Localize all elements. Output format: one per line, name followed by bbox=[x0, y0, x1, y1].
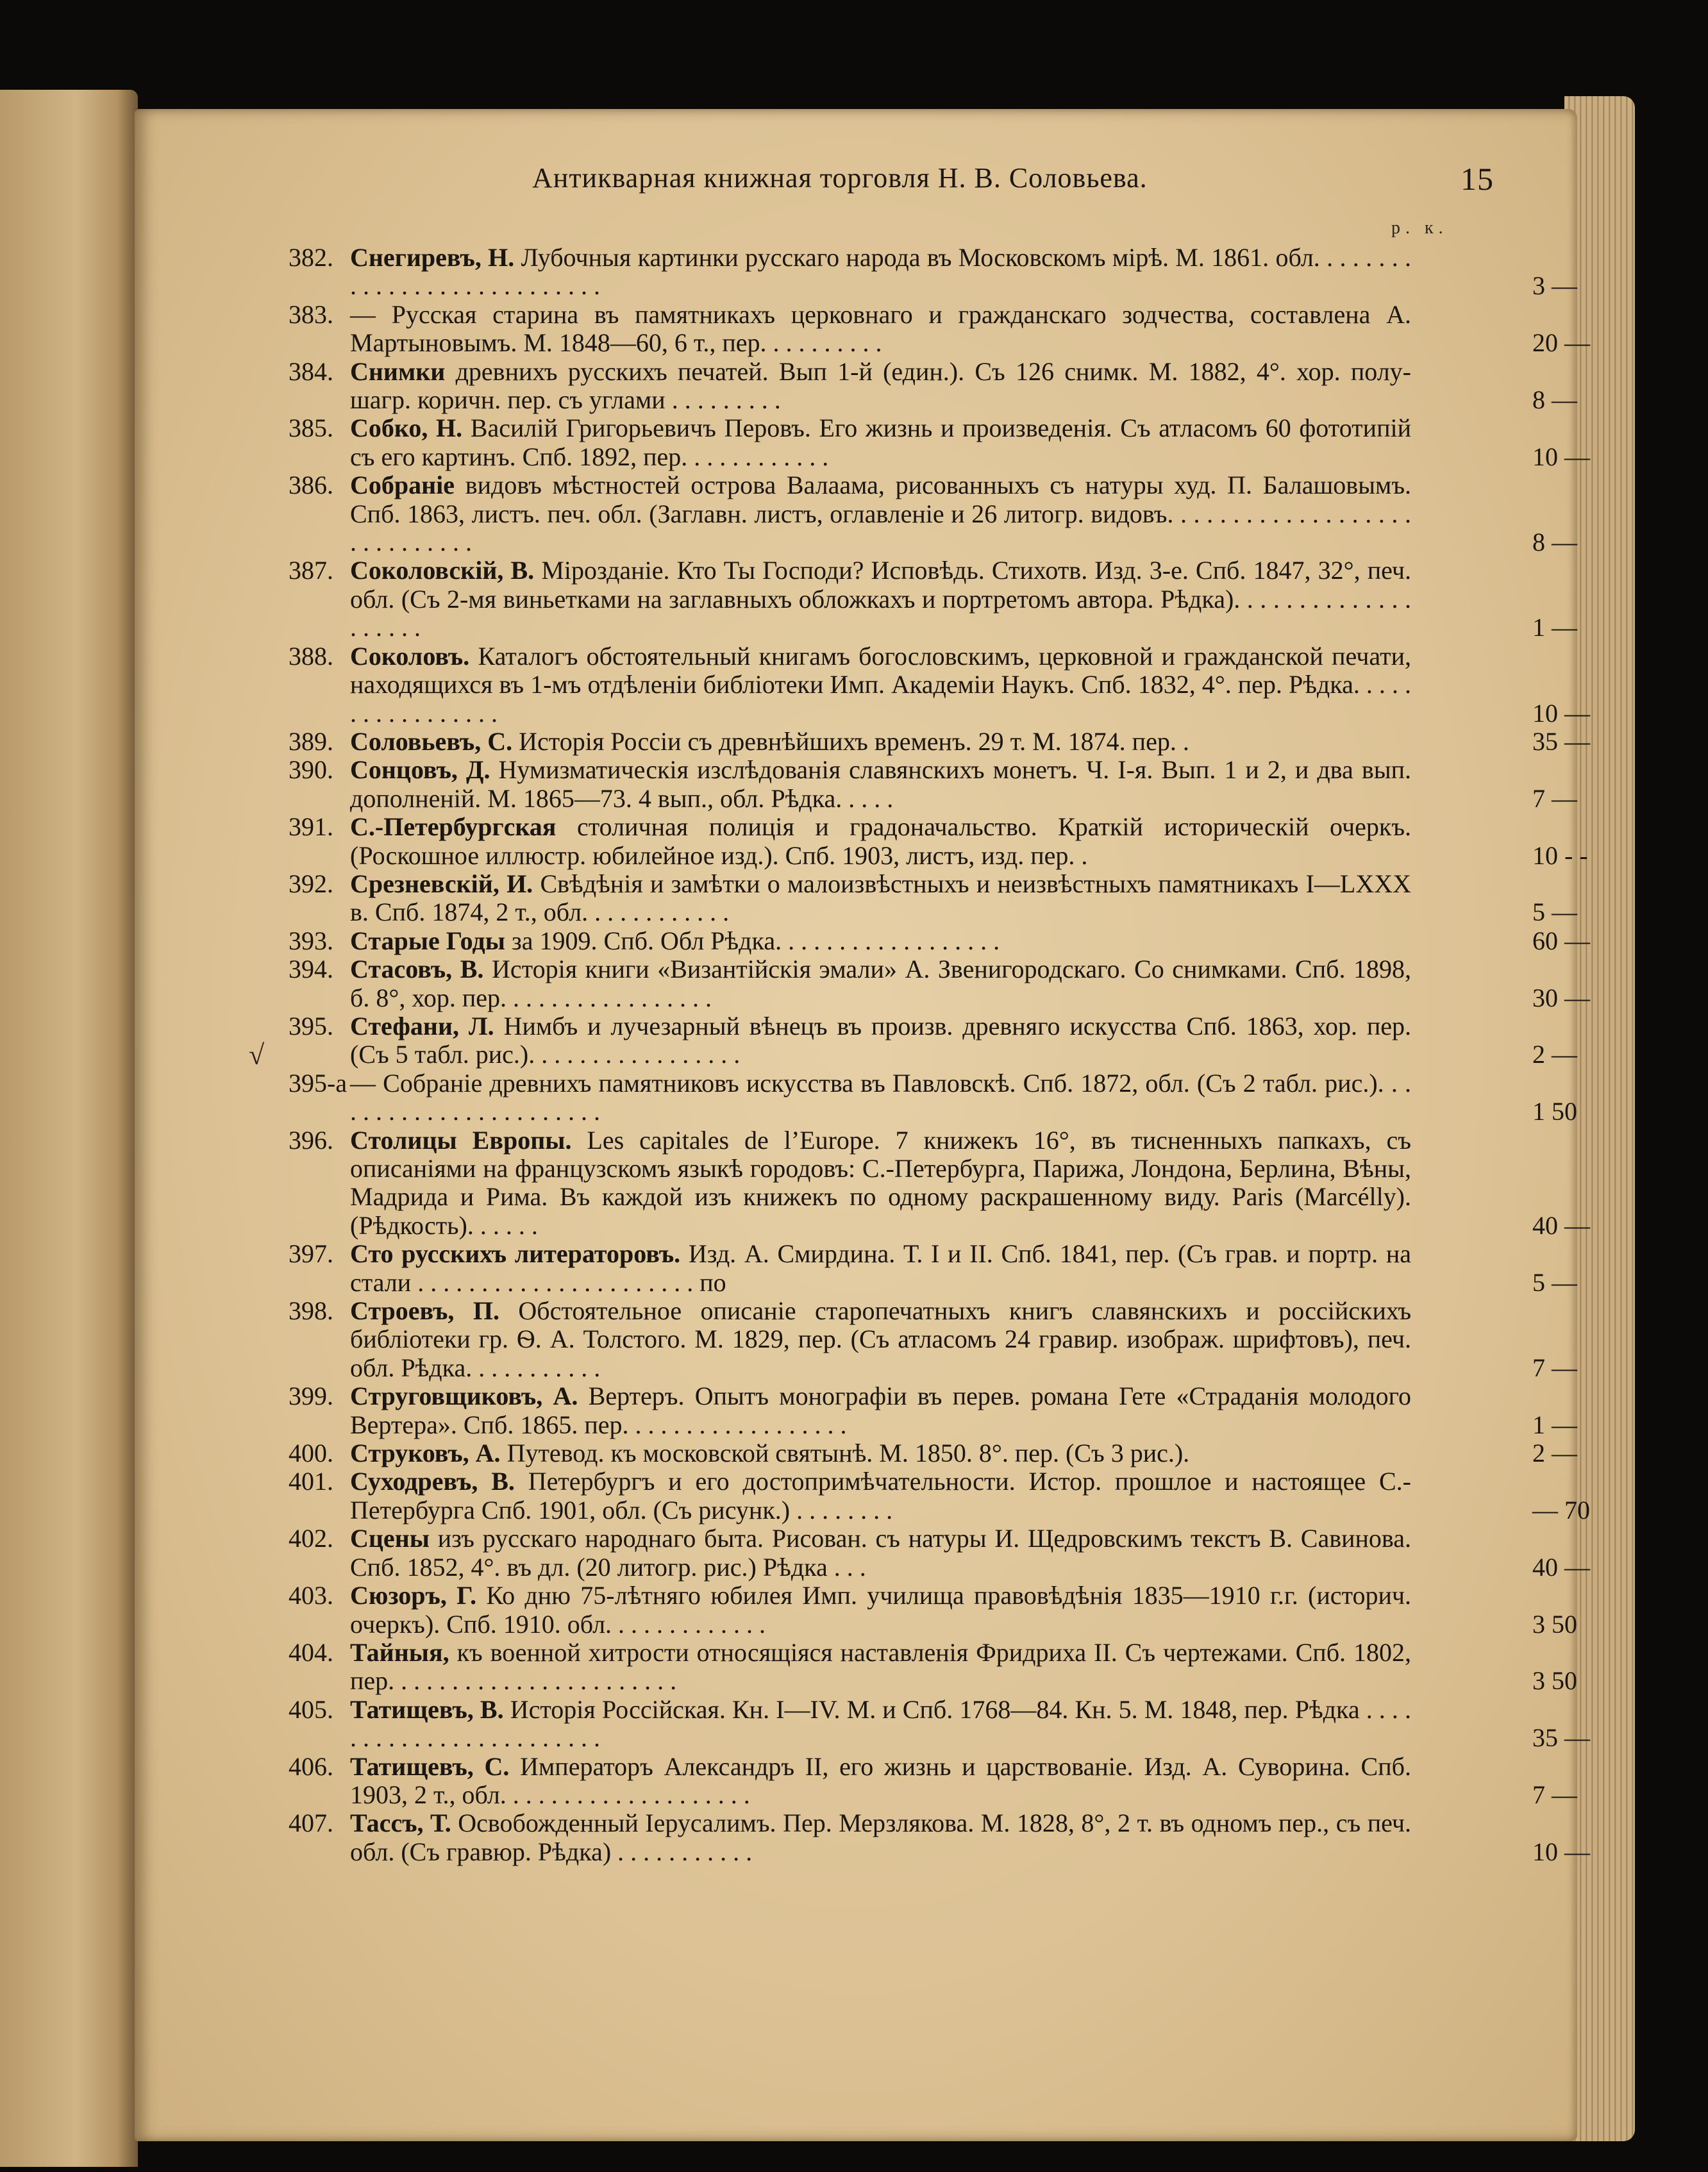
entry-number: 395-а bbox=[289, 1068, 347, 1098]
entry-author: Стефани, Л. bbox=[350, 1011, 494, 1040]
entry-author: Татищевъ, В. bbox=[350, 1694, 504, 1724]
entry-number: 405. bbox=[289, 1694, 333, 1724]
entry-title: Нумизматическія изслѣдованія славянскихъ монетъ. Ч. I-я. Вып. 1 и 2, и два вып. дополненій. М. 1865—73. 4 вып., обл. Рѣдка. . . . . bbox=[350, 755, 1411, 813]
entry-number: 392. bbox=[289, 869, 333, 898]
entry-number: 398. bbox=[289, 1296, 333, 1326]
entry-description bbox=[350, 1525, 1411, 1582]
entry-price: 7 — bbox=[1532, 783, 1577, 813]
entry-description bbox=[350, 301, 1411, 358]
entry-author: Тайныя, bbox=[350, 1637, 449, 1667]
entry-title: — Собраніе древнихъ памятниковъ искусства въ Павловскѣ. Спб. 1872, обл. (Съ 2 табл. рис.). . . . . . . . . . . . . . . . . . . . . . . bbox=[350, 1068, 1411, 1126]
entry-price: 8 — bbox=[1532, 385, 1577, 415]
entry-author: Столицы Европы. bbox=[350, 1125, 572, 1155]
entry-number: 388. bbox=[289, 641, 333, 671]
catalog-entry bbox=[289, 1694, 1590, 1753]
entry-description bbox=[350, 1069, 1411, 1126]
entry-author: Татищевъ, С. bbox=[350, 1751, 510, 1781]
catalog-entry bbox=[289, 1125, 1590, 1241]
entry-title: Обстоятельное описаніе старопечатныхъ книгъ славянскихъ и россійскихъ библіотеки гр. Ѳ. А. Толстого. М. 1829, пер. (Съ атласомъ 24 гравир. изображ. шрифтовъ), печ. обл. Рѣдка. . . . . . . . . . . bbox=[350, 1296, 1412, 1382]
entry-author: Соколовскій, В. bbox=[350, 556, 535, 585]
entry-description bbox=[350, 955, 1411, 1012]
entry-description bbox=[350, 1126, 1411, 1241]
entry-price: 10 — bbox=[1532, 698, 1590, 728]
entry-title: Исторія Россіи съ древнѣйшихъ временъ. 29 т. М. 1874. пер. . bbox=[519, 726, 1189, 756]
entry-description bbox=[350, 1467, 1411, 1525]
entry-number: 397. bbox=[289, 1239, 333, 1269]
entry-price: 1 50 bbox=[1532, 1097, 1577, 1126]
entry-number: 390. bbox=[289, 755, 333, 785]
entry-description bbox=[350, 1012, 1411, 1069]
catalog-entry bbox=[289, 641, 1590, 728]
catalog-entry bbox=[289, 1581, 1577, 1639]
entry-price: 35 — bbox=[1532, 1723, 1590, 1753]
catalog-entry bbox=[289, 812, 1588, 870]
entry-title: Нимбъ и лучезарный вѣнецъ въ произв. древняго искусства Спб. 1863, хор. пер. (Съ 5 табл. рис.). . . . . . . . . . . . . . . . . bbox=[350, 1011, 1412, 1069]
entry-title: Изд. А. Смирдина. Т. I и II. Спб. 1841, пер. (Съ грав. и портр. на стали . . . . . . . . . . . . . . . . . . . . . . по bbox=[350, 1239, 1412, 1297]
entry-number: 399. bbox=[289, 1382, 333, 1411]
entry-description bbox=[350, 1297, 1411, 1382]
entry-title: Василій Григорьевичъ Перовъ. Его жизнь и произведенія. Съ атласомъ 60 фототипій съ его картинъ. Спб. 1892, пер. . . . . . . . . . . . bbox=[350, 414, 1411, 471]
catalog-entry bbox=[289, 1296, 1577, 1382]
entry-number: 387. bbox=[289, 556, 333, 585]
entry-price: 10 — bbox=[1532, 442, 1590, 471]
entry-author: Суходревъ, В. bbox=[350, 1467, 515, 1496]
entry-author: Сцены bbox=[350, 1524, 430, 1553]
entry-author: Сто русскихъ литераторовъ. bbox=[350, 1239, 681, 1269]
catalog-entry bbox=[289, 755, 1577, 813]
entry-description bbox=[350, 756, 1411, 813]
entry-title: видовъ мѣстностей острова Валаама, рисованныхъ съ натуры худ. П. Балашовымъ. Спб. 1863, листъ. печ. обл. (Заглавн. листъ, оглавленіе и 26 литогр. видовъ. . . . . . . . . . . . . . . . . . . . . . . . . . . . . bbox=[350, 471, 1412, 557]
entry-description bbox=[350, 927, 1411, 955]
entry-author: С.-Петербургская bbox=[350, 812, 557, 842]
catalog-entry bbox=[289, 471, 1577, 557]
entry-author: Соловьевъ, С. bbox=[350, 726, 513, 756]
entry-author: Тассъ, Т. bbox=[350, 1809, 451, 1838]
entry-price: 5 — bbox=[1532, 898, 1577, 927]
entry-price: 3 50 bbox=[1532, 1609, 1577, 1639]
entry-price: 60 — bbox=[1532, 926, 1590, 955]
catalog-entry bbox=[289, 726, 1590, 756]
catalog-entry bbox=[289, 1524, 1590, 1582]
catalog-entry bbox=[289, 299, 1590, 358]
entry-number: 386. bbox=[289, 471, 333, 500]
entry-title: Каталогъ обстоятельный книгамъ богословскимъ, церковной и гражданской печати, находящихся въ 1-мъ отдѣленіи библіотеки Имп. Академіи Наукъ. Спб. 1832, 4°. пер. Рѣдка. . . . . . . . . . . . . . . . . bbox=[350, 641, 1412, 728]
entry-title: Петербургъ и его достопримѣчательности. Истор. прошлое и настоящее С.-Петербурга Спб. 1901, обл. (Съ рисунк.) . . . . . . . . bbox=[350, 1467, 1411, 1525]
entry-number: 389. bbox=[289, 726, 333, 756]
entry-number: 385. bbox=[289, 414, 333, 443]
entry-number: 406. bbox=[289, 1751, 333, 1781]
entry-title: столичная полиція и градоначальство. Краткій историческій очеркъ. (Роскошное иллюстр. юбилейное изд.). Спб. 1903, листъ, изд. пер. . bbox=[350, 812, 1412, 870]
catalog-entry bbox=[289, 356, 1577, 415]
entry-description bbox=[350, 1582, 1411, 1639]
entry-author: Соколовъ. bbox=[350, 641, 470, 671]
entry-price: 10 - - bbox=[1532, 840, 1588, 870]
catalog-entry bbox=[289, 556, 1577, 642]
entry-description bbox=[350, 728, 1411, 756]
entry-number: 395. bbox=[289, 1011, 333, 1040]
entry-description bbox=[350, 813, 1411, 870]
page-number: 15 bbox=[1461, 161, 1494, 197]
catalog-entry bbox=[289, 955, 1590, 1012]
entry-price: 8 — bbox=[1532, 528, 1577, 557]
entry-number: 393. bbox=[289, 926, 333, 955]
catalog-page bbox=[135, 109, 1590, 2141]
catalog-entry bbox=[289, 869, 1577, 927]
entry-author: Струговщиковъ, А. bbox=[350, 1382, 578, 1411]
entry-number: 407. bbox=[289, 1809, 333, 1838]
entry-price: 10 — bbox=[1532, 1837, 1590, 1866]
entry-title: Исторія Россійская. Кн. I—IV. М. и Спб. 1768—84. Кн. 5. М. 1848, пер. Рѣдка . . . . . . . . . . . . . . . . . . . . . . . . bbox=[350, 1694, 1412, 1753]
price-column-header: р. к. bbox=[1391, 218, 1448, 238]
entry-number: 391. bbox=[289, 812, 333, 842]
entry-author: Старые Годы bbox=[350, 926, 505, 955]
catalog-entry bbox=[289, 1239, 1577, 1297]
entry-description bbox=[350, 1639, 1411, 1696]
entry-number: 404. bbox=[289, 1637, 333, 1667]
entry-author: Снимки bbox=[350, 356, 446, 386]
check-mark: √ bbox=[249, 1039, 265, 1071]
entry-price: 35 — bbox=[1532, 726, 1590, 756]
entry-number: 402. bbox=[289, 1524, 333, 1553]
entry-title: древнихъ русскихъ печатей. Вып 1-й (един.). Съ 126 снимк. М. 1882, 4°. хор. полу-шагр. коричн. пер. съ углами . . . . . . . . . bbox=[350, 356, 1411, 415]
entry-price: 7 — bbox=[1532, 1353, 1577, 1382]
catalog-entries bbox=[289, 243, 1590, 1866]
entry-author: Строевъ, П. bbox=[350, 1296, 499, 1326]
entry-description bbox=[350, 471, 1411, 556]
entry-number: 383. bbox=[289, 299, 333, 329]
entry-author: Стасовъ, В. bbox=[350, 955, 484, 984]
entry-price: 1 — bbox=[1532, 613, 1577, 642]
entry-title: Освобожденный Іерусалимъ. Пер. Мерзлякова. М. 1828, 8°, 2 т. въ одномъ пер., съ печ. обл. (Съ гравюр. Рѣдка) . . . . . . . . . . . bbox=[350, 1809, 1411, 1866]
entry-price: 40 — bbox=[1532, 1210, 1590, 1240]
entry-price: 5 — bbox=[1532, 1267, 1577, 1297]
entry-number: 400. bbox=[289, 1439, 333, 1468]
entry-price: 7 — bbox=[1532, 1780, 1577, 1809]
entry-title: Вертеръ. Опытъ монографіи въ перев. романа Гете «Страданія молодого Вертера». Спб. 1865. пер. . . . . . . . . . . . . . . . . . bbox=[350, 1382, 1411, 1439]
entry-author: Сонцовъ, Д. bbox=[350, 755, 490, 785]
entry-author: Собраніе bbox=[350, 471, 455, 500]
entry-title: — Русская старина въ памятникахъ церковнаго и гражданскаго зодчества, составлена А. Мартыновымъ. М. 1848—60, 6 т., пер. . . . . . . . . . bbox=[350, 299, 1411, 358]
entry-title: Les capitales de l’Europe. 7 книжекъ 16°, въ тисненныхъ папкахъ, съ описаніями на французскомъ языкѣ городовъ: С.-Петербурга, Парижа, Лондона, Берлина, Вѣны, Мадрида и Рима. Въ каждой изъ книжекъ по одному раскрашенному виду. Paris (Marcélly). (Рѣдкость). . . . . . bbox=[350, 1125, 1411, 1240]
entry-description bbox=[350, 414, 1411, 471]
catalog-entry bbox=[289, 414, 1590, 471]
entry-author: Сюзоръ, Г. bbox=[350, 1581, 477, 1610]
entry-number: 384. bbox=[289, 356, 333, 386]
entry-description bbox=[350, 1382, 1411, 1439]
entry-price: 20 — bbox=[1532, 328, 1590, 358]
entry-title: Путевод. къ московской святынѣ. М. 1850. 8°. пер. (Съ 3 рис.). bbox=[507, 1439, 1190, 1468]
entry-price: 40 — bbox=[1532, 1552, 1590, 1582]
entry-title: Императоръ Александръ II, его жизнь и царствованіе. Изд. А. Суворина. Спб. 1903, 2 т., обл. . . . . . . . . . . . . . . . . . . . bbox=[350, 1751, 1411, 1809]
catalog-entry bbox=[289, 243, 1577, 301]
entry-title: Мірозданіе. Кто Ты Господи? Исповѣдь. Стихотв. Изд. 3-е. Спб. 1847, 32°, печ. обл. (Съ 2-мя виньетками на заглавныхъ обложкахъ и портретомъ автора. Рѣдка). . . . . . . . . . . . . . . . . . . . bbox=[350, 556, 1412, 642]
entry-description bbox=[350, 642, 1411, 728]
entry-description bbox=[350, 870, 1411, 927]
left-page-edge bbox=[0, 90, 138, 2167]
entry-description bbox=[350, 1439, 1411, 1467]
entry-title: за 1909. Спб. Обл Рѣдка. . . . . . . . . . . . . . . . . . bbox=[511, 926, 1000, 955]
entry-description bbox=[350, 358, 1411, 415]
catalog-entry bbox=[289, 926, 1590, 955]
catalog-entry bbox=[289, 1809, 1590, 1866]
entry-description bbox=[350, 556, 1411, 642]
entry-number: 382. bbox=[289, 243, 333, 272]
entry-title: Лубочныя картинки русскаго народа въ Московскомъ мірѣ. М. 1861. обл. . . . . . . . . . . . . . . . . . . . . . . . . . . . bbox=[350, 243, 1412, 301]
entry-number: 401. bbox=[289, 1467, 333, 1496]
entry-number: 394. bbox=[289, 955, 333, 984]
entry-title: къ военной хитрости относящіяся наставленія Фридриха II. Съ чертежами. Спб. 1802, пер. . . . . . . . . . . . . . . . . . . . . . . bbox=[350, 1637, 1411, 1696]
entry-price: 3 50 bbox=[1532, 1666, 1577, 1696]
entry-price: 2 — bbox=[1532, 1439, 1577, 1468]
entry-description bbox=[350, 1753, 1411, 1810]
catalog-entry bbox=[289, 1637, 1577, 1696]
entry-author: Собко, Н. bbox=[350, 414, 463, 443]
entry-author: Снегиревъ, Н. bbox=[350, 243, 515, 272]
entry-price: 1 — bbox=[1532, 1410, 1577, 1439]
entry-description bbox=[350, 244, 1411, 301]
catalog-entry bbox=[289, 1068, 1577, 1126]
entry-description bbox=[350, 1240, 1411, 1297]
entry-number: 396. bbox=[289, 1125, 333, 1155]
catalog-entry bbox=[289, 1751, 1577, 1810]
catalog-entry bbox=[289, 1382, 1577, 1439]
entry-title: Ко дню 75-лѣтняго юбилея Имп. училища правовѣдѣнія 1835—1910 г.г. (историч. очеркъ). Спб. 1910. обл. . . . . . . . . . . . . bbox=[350, 1581, 1411, 1639]
entry-title: Исторія книги «Византійскія эмали» А. Звенигородскаго. Со снимками. Спб. 1898, б. 8°, хор. пер. . . . . . . . . . . . . . . . . bbox=[350, 955, 1412, 1012]
catalog-entry bbox=[289, 1439, 1577, 1468]
entry-title: Свѣдѣнія и замѣтки о малоизвѣстныхъ и неизвѣстныхъ памятникахъ I—LXXX в. Спб. 1874, 2 т., обл. . . . . . . . . . . . bbox=[350, 869, 1411, 927]
entry-number: 403. bbox=[289, 1581, 333, 1610]
entry-title: изъ русскаго народнаго быта. Рисован. съ натуры И. Щедровскимъ текстъ В. Савинова. Спб. 1852, 4°. въ дл. (20 литогр. рис.) Рѣдка . . . bbox=[350, 1524, 1412, 1582]
entry-description bbox=[350, 1696, 1411, 1753]
header-title: Антикварная книжная торговля Н. В. Соловьева. bbox=[532, 162, 1148, 194]
entry-author: Срезневскій, И. bbox=[350, 869, 533, 898]
entry-price: 30 — bbox=[1532, 983, 1590, 1012]
catalog-entry bbox=[289, 1011, 1577, 1069]
entry-description bbox=[350, 1809, 1411, 1866]
entry-price: 3 — bbox=[1532, 271, 1577, 301]
entry-author: Струковъ, А. bbox=[350, 1439, 501, 1468]
catalog-entry bbox=[289, 1467, 1590, 1525]
entry-price: 2 — bbox=[1532, 1040, 1577, 1069]
entry-price: — 70 bbox=[1532, 1495, 1590, 1525]
